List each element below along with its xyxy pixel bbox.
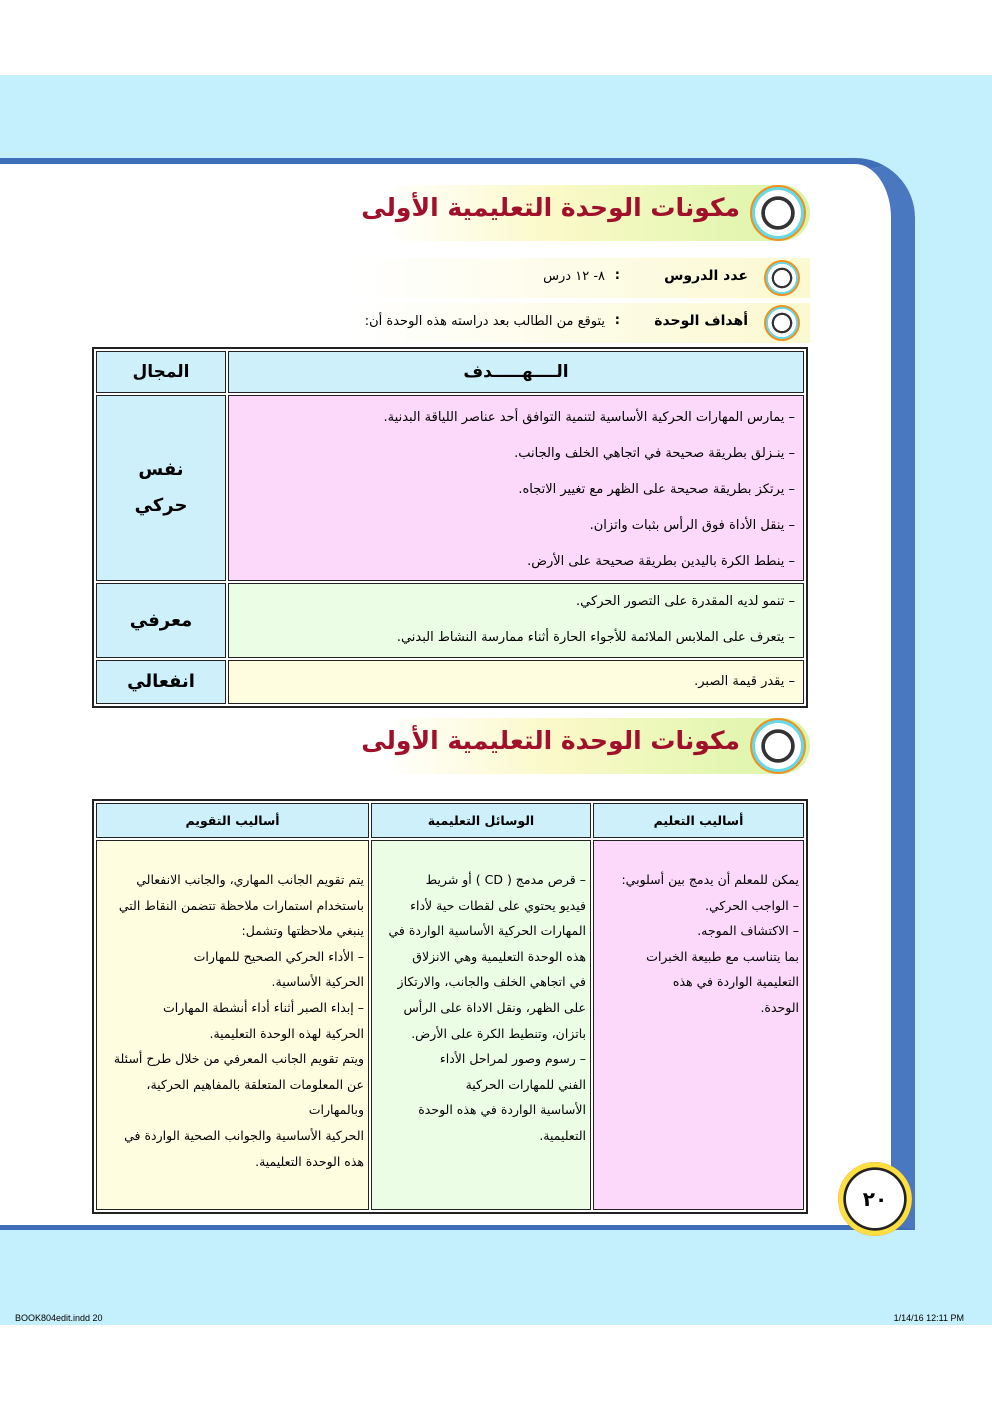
goal-item: – يمارس المهارات الحركية الأساسية لتنمية التوافق أحد عناصر اللياقة البدنية. — [383, 410, 795, 425]
media-line: هذه الوحدة التعليمية وهي الانزلاق — [412, 948, 586, 964]
header-media: الوسائل التعليمية — [371, 803, 591, 838]
section-title: مكونات الوحدة التعليمية الأولى — [361, 193, 740, 222]
teaching-line: – الواجب الحركي. — [704, 897, 799, 913]
media-line: التعليمية. — [539, 1127, 586, 1143]
media-line: – رسوم وصور لمراحل الأداء — [439, 1051, 586, 1067]
goal-item: – يرتكز بطريقة صحيحة على الظهر مع تغيير الاتجاه. — [518, 482, 795, 497]
lessons-row — [350, 258, 810, 298]
colon: : — [614, 313, 620, 328]
domain-psychomotor: نفس حركي — [96, 395, 226, 581]
goal-item: – ينطط الكرة باليدين بطريقة صحيحة على الأرض. — [527, 554, 795, 569]
teaching-line: – الاكتشاف الموجه. — [697, 923, 799, 939]
media-line: في اتجاهي الخلف والجانب، والارتكاز — [397, 974, 586, 990]
methods-table — [92, 799, 808, 1214]
goal-item: – يتعرف على الملابس الملائمة للأجواء الحارة أثناء ممارسة النشاط البدني. — [396, 630, 795, 645]
footer-date: 1/14/16 12:11 PM — [893, 1313, 964, 1323]
goal-item: – ينـزلق بطريقة صحيحة في اتجاهي الخلف والجانب. — [514, 446, 795, 461]
page-number: ٢٠ — [838, 1162, 912, 1236]
media-line: على الظهر، ونقل الاداة على الرأس — [403, 999, 586, 1015]
teaching-line: التعليمية الواردة في هذه — [672, 974, 799, 990]
footer-file: BOOK804edit.indd 20 — [15, 1313, 103, 1323]
media-line: المهارات الحركية الأساسية الواردة في — [388, 923, 586, 939]
football-icon — [750, 185, 806, 241]
teaching-line: بما يتناسب مع طبيعة الخبرات — [646, 948, 799, 964]
domain-cognitive: معرفي — [96, 583, 226, 658]
lessons-value: ٨- ١٢ درس — [543, 269, 605, 284]
domain-affective: انفعالي — [96, 660, 226, 704]
evaluation-cell — [96, 840, 369, 1210]
media-line: الأساسية الواردة في هذه الوحدة — [418, 1102, 586, 1118]
goal-item: – ينقل الأداة فوق الرأس بثبات واتزان. — [589, 518, 795, 533]
objectives-row — [350, 303, 810, 343]
header-evaluation: أساليب التقويم — [96, 803, 369, 838]
football-icon — [764, 260, 800, 296]
evaluation-line: يتم تقويم الجانب المهاري، والجانب الانفعالي — [136, 872, 364, 887]
header-goal: الــــهـــــدف — [228, 351, 804, 393]
evaluation-line: الحركية لهذه الوحدة التعليمية. — [209, 1025, 364, 1041]
evaluation-line: ينبغي ملاحظتها وتشمل: — [241, 923, 364, 939]
goal-item: – يقدر قيمة الصبر. — [694, 674, 795, 689]
evaluation-line: – إبداء الصبر أثناء أداء أنشطة المهارات — [163, 999, 364, 1015]
section-title: مكونات الوحدة التعليمية الأولى — [361, 726, 740, 755]
header-domain: المجال — [96, 351, 226, 393]
evaluation-line: الحركية الأساسية. — [271, 974, 364, 990]
evaluation-line: باستخدام استمارات ملاحظة تتضمن النقاط التي — [118, 897, 364, 913]
football-icon — [750, 718, 806, 774]
teaching-cell — [593, 840, 804, 1210]
evaluation-line: – الأداء الحركي الصحيح للمهارات — [193, 948, 364, 964]
section-title-banner — [361, 185, 810, 241]
objectives-value: يتوقع من الطالب بعد دراسته هذه الوحدة أن: — [364, 314, 605, 329]
media-line: الفني للمهارات الحركية — [465, 1076, 586, 1092]
objectives-label: أهداف الوحدة — [654, 313, 748, 329]
goals-cognitive — [228, 583, 804, 658]
evaluation-line: هذه الوحدة التعليمية. — [255, 1153, 364, 1169]
section-title-banner-2 — [361, 718, 810, 774]
header-teaching: أساليب التعليم — [593, 803, 804, 838]
teaching-line: يمكن للمعلم أن يدمج بين أسلوبي: — [621, 872, 799, 887]
goal-item: – تنمو لديه المقدرة على التصور الحركي. — [576, 594, 795, 609]
media-cell — [371, 840, 591, 1210]
goals-affective — [228, 660, 804, 704]
evaluation-line: ويتم تقويم الجانب المعرفي من خلال طرح أسئلة — [113, 1051, 364, 1067]
media-line: – قرص مدمج ( CD ) أو شريط — [425, 872, 586, 887]
objectives-table — [92, 347, 808, 708]
evaluation-line: عن المعلومات المتعلقة بالمفاهيم الحركية، وبالمهارات — [146, 1076, 364, 1118]
media-line: فيديو يحتوي على لقطات حية لأداء — [410, 897, 586, 913]
colon: : — [614, 268, 620, 283]
evaluation-line: الحركية الأساسية والجوانب الصحية الواردة في — [124, 1127, 364, 1143]
media-line: باتزان، وتنطيط الكرة على الأرض. — [411, 1025, 586, 1041]
teaching-line: الوحدة. — [760, 999, 799, 1015]
goals-psychomotor — [228, 395, 804, 581]
football-icon — [764, 305, 800, 341]
lessons-label: عدد الدروس — [664, 268, 748, 284]
